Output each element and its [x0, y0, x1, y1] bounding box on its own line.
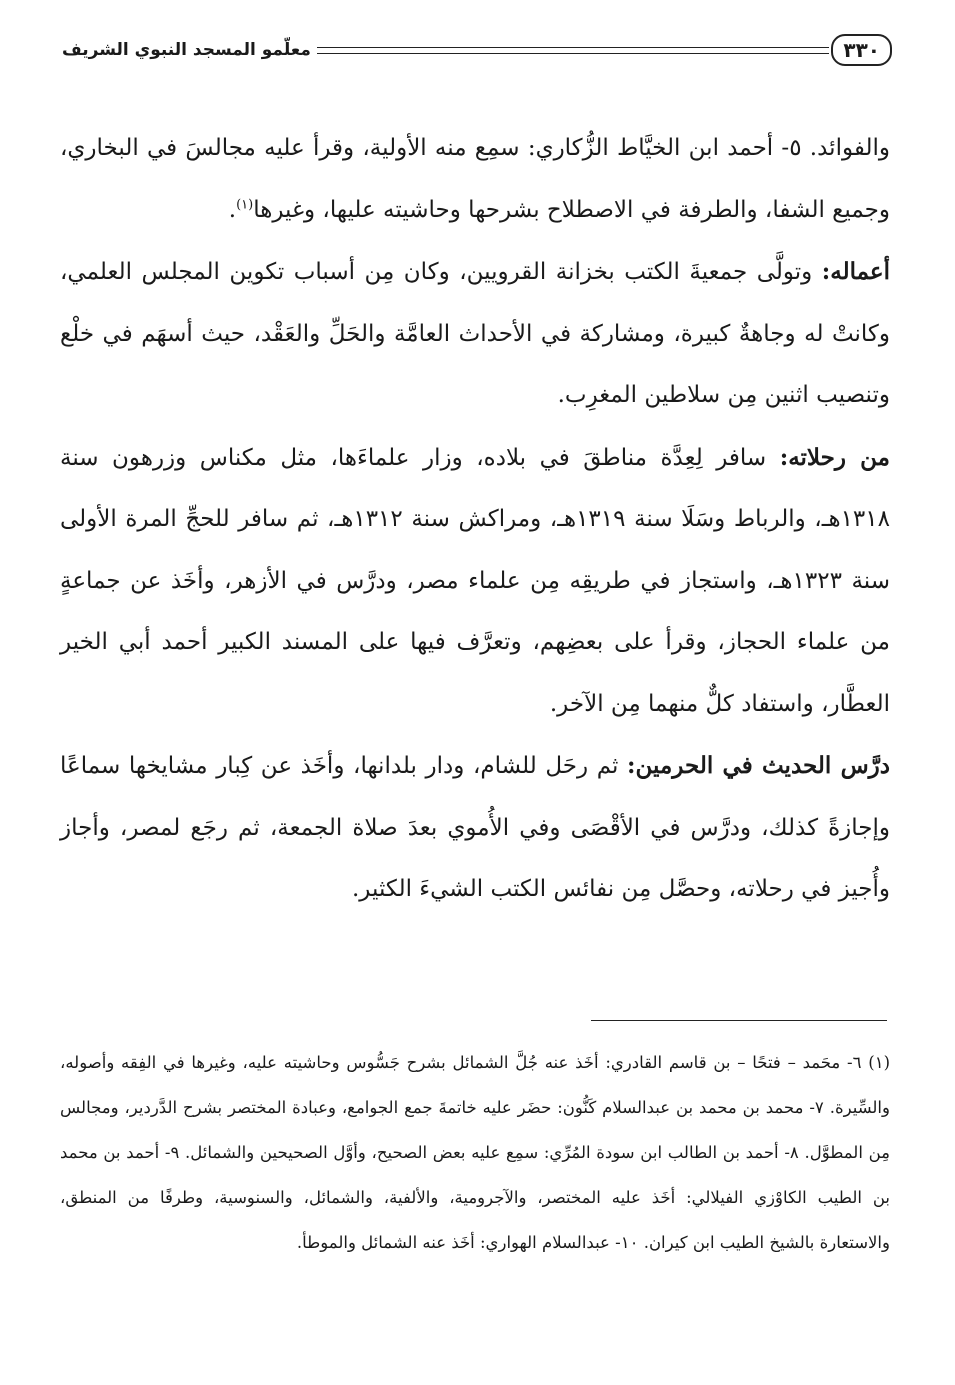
paragraph-2	[60, 241, 890, 427]
footnote-ref[interactable]: (١)	[236, 196, 254, 212]
paragraph-4	[60, 735, 890, 921]
paragraph-text: سافر لِعِدَّة مناطقَ في بلاده، وزار علماءَها، مثل مكناس وزرهون سنة ١٣١٨هـ، والرباط وسَلَا سنة ١٣١٩هـ، ومراكش سنة ١٣١٢هـ، ثم سافر للحجِّ المرة الأولى سنة ١٣٢٣هـ، واستجاز في طريقِه مِن علماء مصر، ودرَّس في الأزهر، وأخَذ عن جماعةٍ من علماء الحجاز، وقرأ على بعضِهم، وتعرَّف فيها على المسند الكبير أحمد أبي الخير العطَّار، واستفاد كلٌّ منهما مِن الآخر.	[60, 444, 890, 717]
footnote-text: ٦- محَمد – فتحًا – بن قاسم القادري: أخَذ عنه جُلَّ الشمائل بشرح جَسُّوس وحاشيته عليه، وغيرها في الفِقه وأصوله، والسِّيرة. ٧- محمد بن محمد بن عبدالسلام كَنُّون: حضَر عليه خاتمةَ جمع الجوامع، وعبادة المختصر بشرح الدَّردير، ومجالس مِن المطوَّل. ٨- أحمد بن الطالب ابن سودة المُرِّي: سمِع عليه بعض الصحيح، وأوَّل الصحيحين والشمائل. ٩- أحمد بن محمد بن الطيب الكاوْزي الفيلالي: أخَذ عليه المختصر، والآجرومية، والألفية، والشمائل، والسنوسية، وطرفًا من المنطق، والاستعارة بالشيخ الطيب ابن كيران. ١٠- عبدالسلام الهواري: أخَذ عنه الشمائل والموطأ.	[60, 1053, 890, 1252]
footnote-marker: (١)	[868, 1053, 890, 1072]
page-header	[62, 28, 892, 72]
paragraph-1	[60, 118, 890, 241]
footnote	[60, 1040, 890, 1265]
header-rule	[317, 47, 829, 54]
running-title: معلّمو المسجد النبوي الشريف	[62, 40, 311, 60]
paragraph-text: وتولَّى جمعيةَ الكتب بخزانة القرويين، وكان مِن أسباب تكوين المجلس العلمي، وكانتْ له وجاهةٌ كبيرة، ومشاركة في الأحداث العامَّة والحَلِّ والعَقْد، حيث أسهَم في خلْع وتنصيب اثنين مِن سلاطين المغرِب.	[60, 259, 890, 408]
footnote-paragraph	[60, 1040, 890, 1265]
section-lead: من رحلاته:	[779, 443, 891, 471]
page-number: ٣٣٠	[831, 34, 892, 66]
paragraph-text: والفوائد. ٥- أحمد ابن الخيَّاط الزُّكاري: سمِع منه الأولية، وقرأ عليه مجالسَ في البخاري، وجميع الشفا، والطرفة في الاصطلاح بشرحها وحاشيته عليها، وغيرها	[60, 135, 890, 223]
main-text	[60, 118, 890, 921]
section-lead: أعماله:	[821, 258, 890, 285]
paragraph-text: ثم رحَل للشام، ودار بلدانها، وأخَذ عن كِبار مشايخها سماعًا وإجازةً كذلك، ودرَّس في الأقْصَى وفي الأُموي بعدَ صلاة الجمعة، ثم رجَع لمصر، وأجاز وأُجيز في رحلاته، وحصَّل مِن نفائس الكتب الشيءَ الكثير.	[60, 753, 890, 902]
paragraph-tail: .	[228, 196, 237, 223]
section-lead: درَّس الحديث في الحرمين:	[627, 752, 890, 779]
footnote-separator	[591, 1020, 887, 1021]
paragraph-3	[60, 427, 890, 736]
